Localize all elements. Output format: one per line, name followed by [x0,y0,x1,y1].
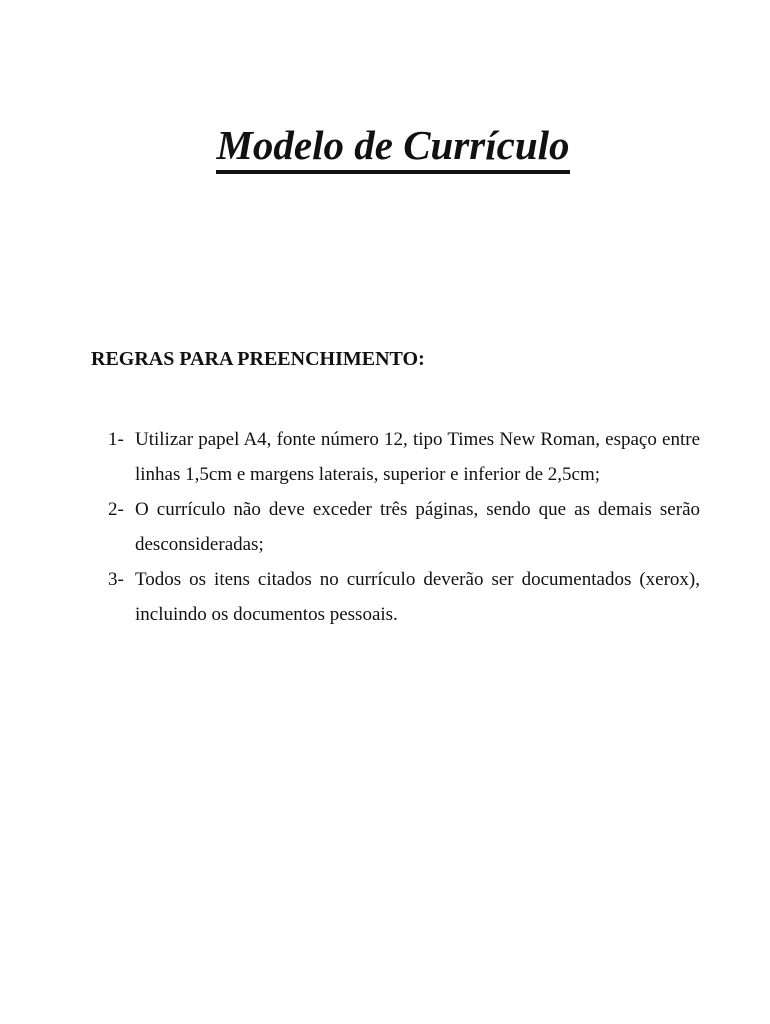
rule-text: Utilizar papel A4, fonte número 12, tipo Times New Roman, espaço entre linhas 1,5cm e margens laterais, superior e inferior de 2,5cm; [135,429,700,485]
rule-text: Todos os itens citados no currículo deverão ser documentados (xerox), incluindo os documentos pessoais. [135,569,700,625]
section-heading: REGRAS PARA PREENCHIMENTO: [91,348,425,370]
rule-number: 3- [108,569,124,590]
rule-item-1 [108,422,700,492]
rule-item-3 [108,562,700,632]
rule-number: 2- [108,499,124,520]
rule-text: O currículo não deve exceder três páginas, sendo que as demais serão desconsideradas; [135,499,700,555]
rule-number: 1- [108,429,124,450]
document-title-text: Modelo de Currículo [216,120,569,174]
document-title [0,118,770,174]
rules-list [108,422,700,632]
rule-item-2 [108,492,700,562]
